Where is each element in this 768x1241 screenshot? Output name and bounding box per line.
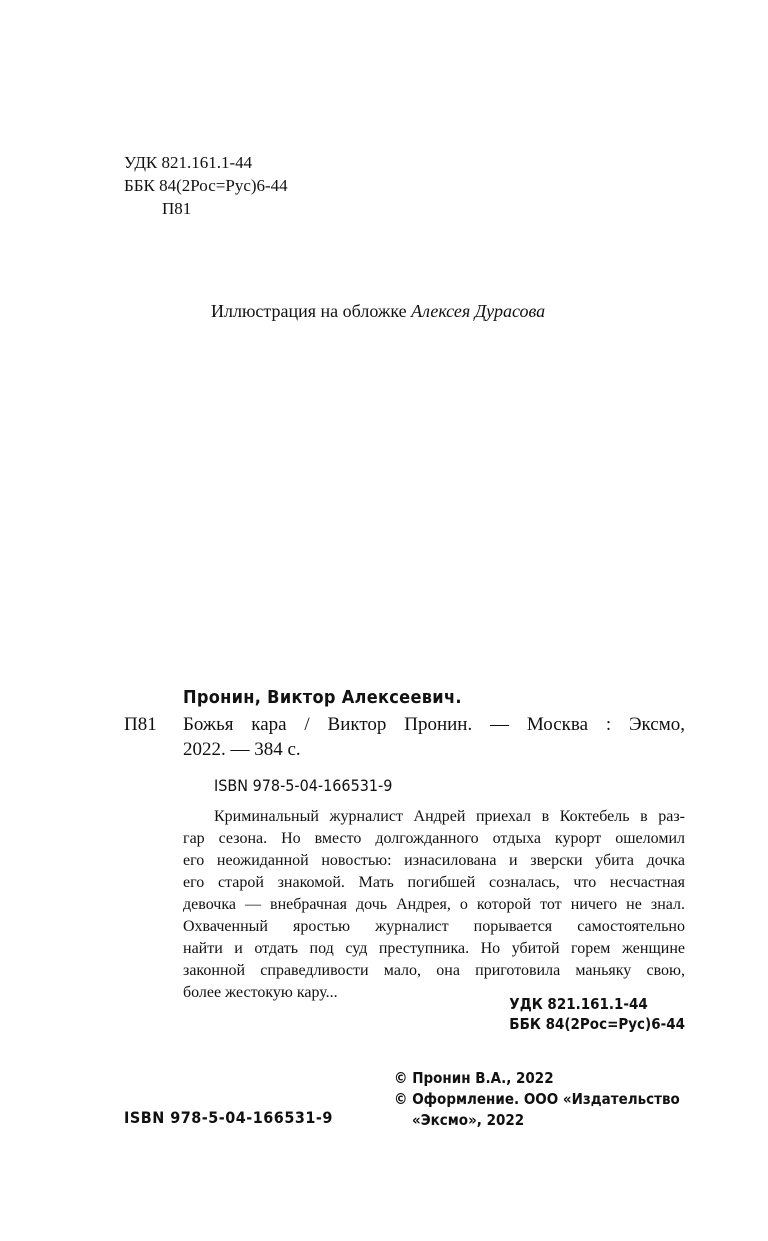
illustration-prefix: Иллюстрация на обложке [211, 301, 407, 321]
annotation-line: его неожиданной новостью: изнасилована и зверски убита дочка [183, 852, 685, 869]
classification-block-top [124, 151, 288, 220]
annotation-line: законной справедливости мало, она приготовила маньяку свою, [183, 962, 685, 979]
book-author: Пронин, Виктор Алексеевич. [183, 687, 462, 708]
annotation [183, 806, 685, 1004]
annotation-line: более жестокую кару... [183, 984, 338, 1001]
classification-block-bottom [509, 994, 685, 1034]
illustration-artist: Алексея Дурасова [411, 301, 546, 321]
annotation-line: Охваченный яростью журналист порывается самостоятельно [183, 918, 685, 935]
bbk-code: ББК 84(2Рос=Рус)6-44 [124, 176, 288, 195]
isbn-record: ISBN 978-5-04-166531-9 [214, 776, 393, 795]
isbn-bottom: ISBN 978-5-04-166531-9 [124, 1108, 333, 1127]
udk-code: УДК 821.161.1-44 [124, 153, 253, 172]
copyright-publisher: © Оформление. ООО «Издательство [394, 1090, 680, 1108]
annotation-line: найти и отдать под суд преступника. Но убитой горем женщине [183, 940, 685, 957]
author-mark: П81 [162, 199, 192, 218]
illustration-credit [211, 301, 545, 322]
author-mark-record: П81 [124, 714, 157, 735]
bbk-code-bottom: ББК 84(2Рос=Рус)6-44 [509, 1015, 685, 1033]
annotation-line: гар сезона. Но вместо долгожданного отдыха курорт ошеломил [183, 830, 685, 847]
copyright-block [394, 1068, 680, 1131]
annotation-line: Криминальный журналист Андрей приехал в Коктебель в раз- [214, 808, 685, 825]
copyright-publisher-cont: «Эксмо», 2022 [412, 1111, 525, 1129]
annotation-line: девочка — внебрачная дочь Андрея, о которой тот ничего не знал. [183, 896, 685, 913]
book-title-line-2: 2022. — 384 с. [183, 739, 301, 760]
annotation-line: его старой знакомой. Мать погибшей созналась, что несчастная [183, 874, 685, 891]
udk-code-bottom: УДК 821.161.1-44 [509, 995, 648, 1013]
book-title-line-1: Божья кара / Виктор Пронин. — Москва : Эксмо, [183, 714, 685, 735]
copyright-author: © Пронин В.А., 2022 [394, 1069, 554, 1087]
